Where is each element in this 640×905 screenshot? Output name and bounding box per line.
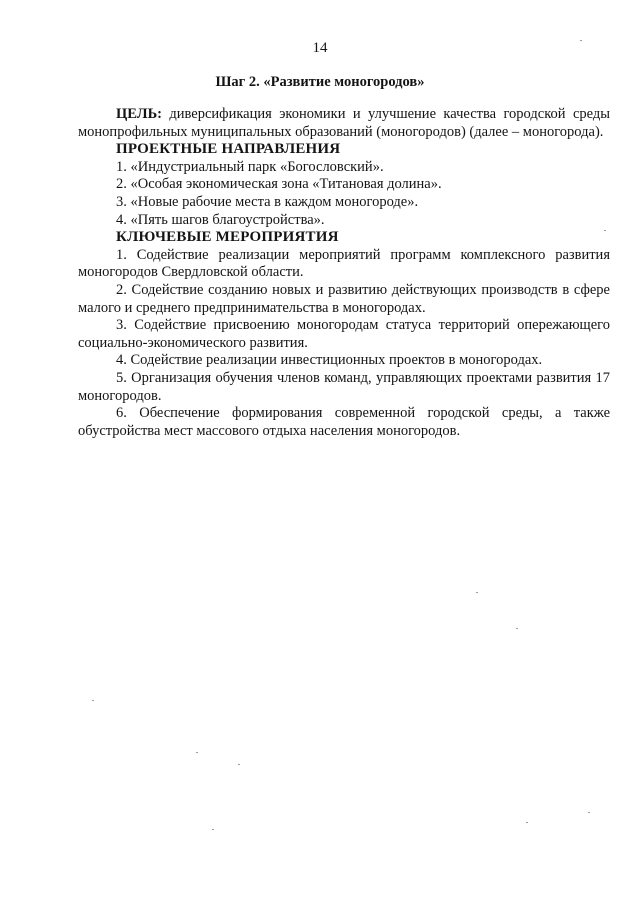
activity-item: 1. Содействие реализации мероприятий программ комплексного развития моногородов Свердловской области. — [78, 246, 610, 281]
activity-item: 6. Обеспечение формирования современной городской среды, а также обустройства мест массового отдыха населения моногородов. — [78, 405, 610, 439]
scan-speck — [526, 822, 528, 823]
activity-item: 2. Содействие созданию новых и развитию действующих производств в сфере малого и среднего предпринимательства в моногородах. — [78, 281, 610, 316]
goal-label: ЦЕЛЬ: — [116, 106, 162, 122]
scan-speck — [516, 628, 518, 629]
direction-item: 1. «Индустриальный парк «Богословский». — [116, 158, 384, 175]
scan-speck — [196, 752, 198, 753]
activities-heading: КЛЮЧЕВЫЕ МЕРОПРИЯТИЯ — [116, 229, 339, 246]
direction-item: 2. «Особая экономическая зона «Титановая долина». — [116, 176, 442, 193]
page-number: 14 — [312, 40, 328, 56]
direction-item: 4. «Пять шагов благоустройства». — [116, 211, 325, 228]
goal-paragraph — [78, 106, 610, 141]
scan-speck — [604, 230, 606, 231]
goal-text: диверсификация экономики и улучшение качества городской среды монопрофильных муниципальных образований (моногородов) (далее – моногорода). — [78, 106, 610, 140]
document-body — [78, 106, 610, 440]
scan-speck — [476, 592, 478, 593]
activity-item: 3. Содействие присвоению моногородам статуса территорий опережающего социально-экономического развития. — [78, 317, 610, 351]
scan-speck — [92, 700, 94, 701]
scan-speck — [212, 829, 214, 830]
scan-speck — [588, 812, 590, 813]
scan-speck — [238, 764, 240, 765]
scan-speck — [580, 40, 582, 41]
step-title: Шаг 2. «Развитие моногородов» — [215, 74, 425, 90]
directions-heading: ПРОЕКТНЫЕ НАПРАВЛЕНИЯ — [116, 141, 341, 158]
activity-item: 4. Содействие реализации инвестиционных проектов в моногородах. — [116, 352, 543, 369]
direction-item: 3. «Новые рабочие места в каждом моногороде». — [116, 193, 419, 210]
activity-item: 5. Организация обучения членов команд, управляющих проектами развития 17 моногородов. — [78, 369, 610, 404]
